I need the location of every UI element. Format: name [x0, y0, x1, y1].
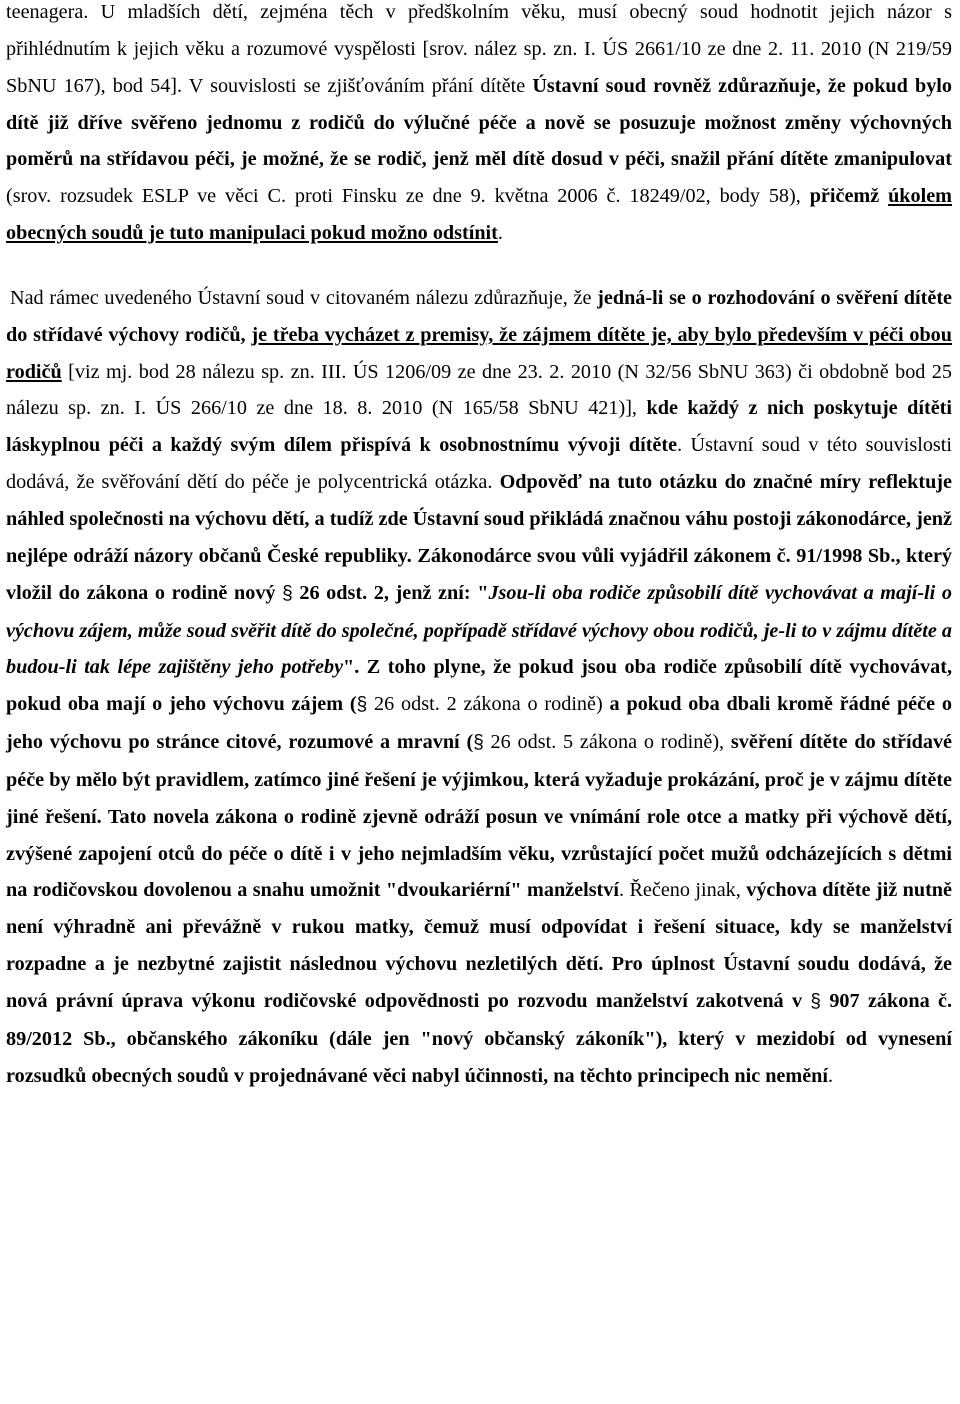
p2-text-6: . Řečeno jinak, — [618, 879, 747, 902]
p2-underlined-bold: je třeba vycházet z premisy, že zájmem dítěte je, aby bylo především v péči obou rodičů — [6, 323, 952, 383]
p2-bold-4: , který vložil do zákona o rodině nový — [6, 544, 952, 604]
p2-text-7: . — [828, 1064, 834, 1087]
p2-text-2: [viz mj. bod 28 nálezu sp. zn. III. ÚS 1206/09 ze dne 23. 2. 2010 (N 32/56 SbNU 363) či obdobně bod 25 nálezu sp. zn. I. ÚS 266/10 ze dne 18. 8. 2010 (N 165/58 SbNU 421)], — [6, 360, 952, 420]
p2-text-4: 26 odst. 2 zákona o rodině) — [367, 693, 603, 716]
p2-bold-3: Odpověď na tuto otázku do značné míry reflektuje náhled společnosti na výchovu dětí, a tudíž zde Ústavní soud přikládá značnou váhu postoji zákonodárce, jenž nejlépe odráží názory občanů České republiky. Zákonodárce svou vůli vyjádřil zákonem č. 91/1998 Sb. — [6, 471, 952, 567]
p2-bold-9: výchova dítěte již nutně není výhradně ani převážně v rukou matky, čemuž musí odpovídat i řešení situace, kdy se manželství rozpadne a je nezbytné zajistit následnou výchovu nezletilých dětí. Pro úplnost Ústavní soudu dodává, že nová právní úprava výkonu rodičovské odpovědnosti po rozvodu manželství zakotvená v — [6, 879, 952, 1012]
p2-bold-10: 907 zákona č. 89/2012 Sb. — [6, 989, 953, 1050]
p1-bold-2: přičemž — [809, 185, 889, 208]
p2-text-5: 26 odst. 5 zákona o rodině), — [483, 731, 731, 754]
p1-text-3: . — [497, 222, 503, 245]
paragraph-1 — [6, 0, 952, 252]
p2-text-1: Nad rámec uvedeného Ústavní soud v citovaném nálezu zdůrazňuje, že — [10, 286, 598, 309]
section-sign-3: § — [473, 732, 484, 754]
section-sign-1: § — [282, 582, 293, 604]
paragraph-2 — [6, 280, 952, 1095]
p2-bold-2: kde každý z nich poskytuje dítěti láskyplnou péči a každý svým dílem přispívá k osobnostnímu vývoji dítěte — [6, 397, 952, 457]
p1-text-2: (srov. rozsudek ESLP ve věci C. proti Finsku ze dne 9. května 2006 č. 18249/02, body 58), — [6, 185, 810, 208]
p2-text-3: . Ústavní soud v této souvislosti dodává, že svěřování dětí do péče je polycentrická otázka. — [6, 434, 952, 494]
p1-underlined-bold: úkolem obecných soudů je tuto manipulaci pokud možno odstínit — [6, 185, 952, 245]
p2-bold-1: jedná-li se o rozhodování o svěření dítěte do střídavé výchovy rodičů, — [6, 286, 952, 346]
p2-bold-11: , občanského zákoníku (dále jen "nový občanský zákoník"), který v mezidobí od vynesení rozsudků obecných soudů v projednávané věci nabyl účinnosti, na těchto principech nic nemění — [6, 1027, 952, 1087]
p1-bold-1: Ústavní soud rovněž zdůrazňuje, že pokud bylo dítě již dříve svěřeno jednomu z rodičů do výlučné péče a nově se posuzuje možnost změny výchovných poměrů na střídavou péči, je možné, že se rodič, jenž měl dítě dosud v péči, snažil přání dítěte zmanipulovat — [6, 74, 953, 171]
p2-bold-5: 26 odst. 2, jenž zní: " — [292, 581, 489, 604]
p2-quoted-law: Jsou-li oba rodiče způsobilí dítě vychovávat a mají-li o výchovu zájem, může soud svěřit dítě do společné, popřípadě střídavé výchovy obou rodičů, je-li to v zájmu dítěte a budou-li tak lépe zajištěny jeho potřeby — [6, 581, 952, 679]
p2-bold-6: ". Z toho plyne, že pokud jsou oba rodiče způsobilí dítě vychovávat, pokud oba mají o jeho výchovu zájem ( — [6, 656, 952, 716]
p1-text-1: teenagera. U mladších dětí, zejména těch v předškolním věku, musí obecný soud hodnotit jejich názor s přihlédnutím k jejich věku a rozumové vyspělosti [srov. nález sp. zn. I. ÚS 2661/10 ze dne 2. 11. 2010 (N 219/59 SbNU 167), bod 54]. V souvislosti se zjišťováním přání dítěte — [6, 1, 952, 97]
p2-bold-8: svěření dítěte do střídavé péče by mělo být pravidlem, zatímco jiné řešení je výjimkou, která vyžaduje prokázání, proč je v zájmu dítěte jiné řešení. Tato novela zákona o rodině zjevně odráží posun ve vnímání role otce a matky při výchově dětí, zvýšené zapojení otců do péče o dítě i v jeho nejmladším věku, vzrůstající počet mužů odcházejících s dětmi na rodičovskou dovolenou a snahu umožnit "dvoukariérní" manželství — [6, 731, 952, 902]
section-sign-2: § — [356, 694, 368, 716]
section-sign-4: § — [810, 990, 821, 1012]
p2-bold-7: a pokud oba dbali kromě řádné péče o jeho výchovu po stránce citové, rozumové a mravní ( — [6, 693, 952, 754]
